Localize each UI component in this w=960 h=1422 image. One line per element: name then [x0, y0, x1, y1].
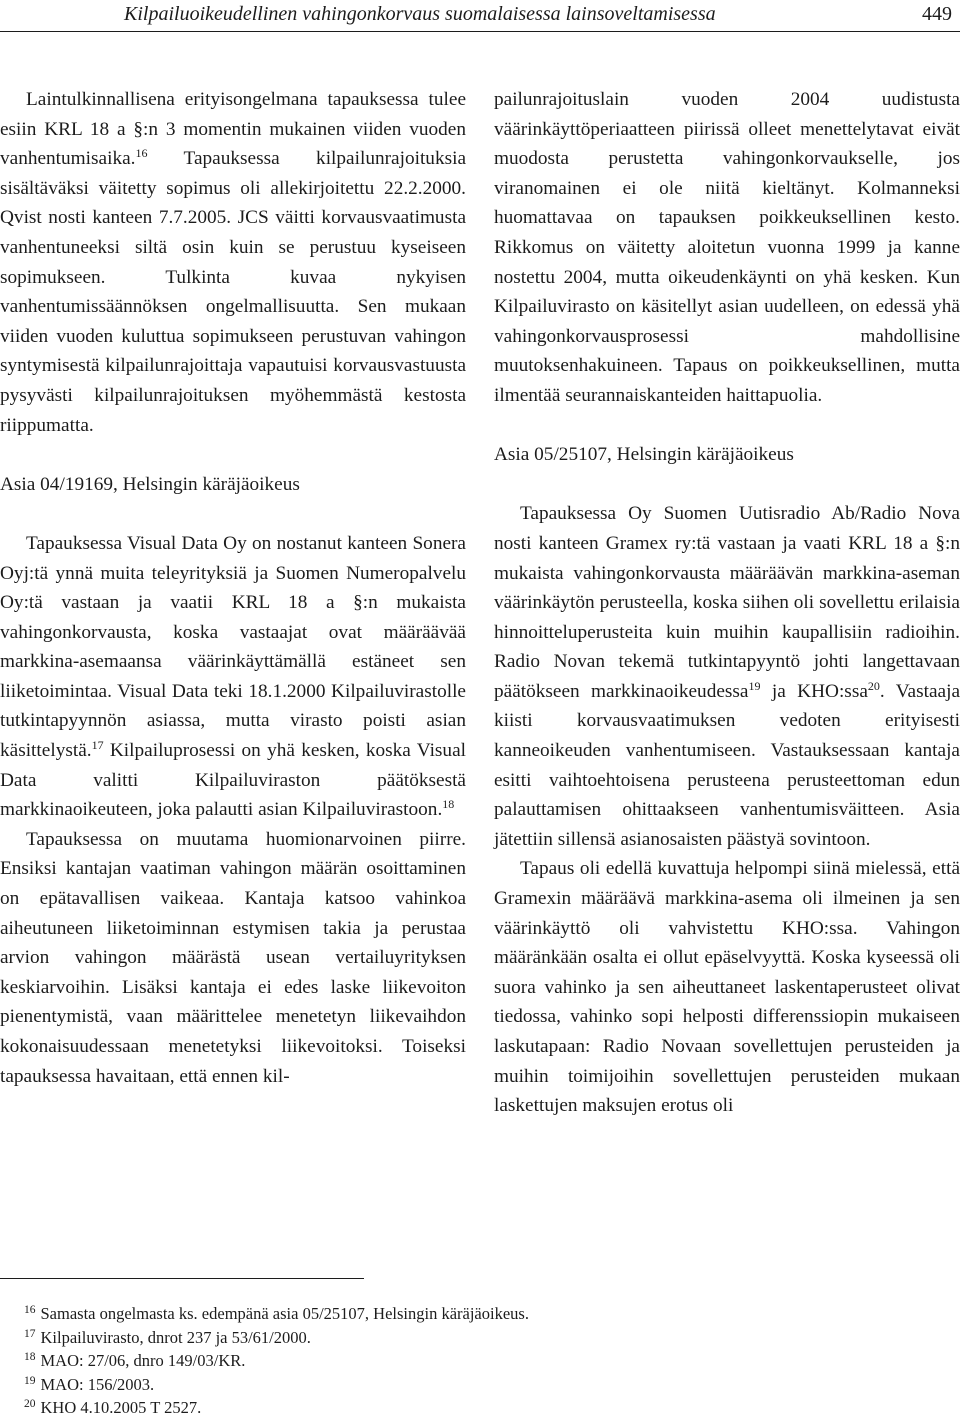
paragraph-gramex: Tapaus oli edellä kuvattuja helpompi siinä mielessä, että Gramexin määräävä markkina-asema oli ilmeinen ja sen väärinkäyttö oli vahvistettu KHO:ssa. Vahingon määränkään osalta ei ollut epäselvyyttä. Koska kyseessä oli suora vahinko ja sen aiheuttaneet laskentaperusteet olivat tiedossa, vahinko sopi helposti differenssiopin mukaiseen laskutapaan: Radio Novaan sovellettujen perusteiden ja muihin toimijoihin sovellettujen perusteiden mukaan laskettujen maksujen erotus oli — [494, 858, 960, 1117]
footnote-ref-19[interactable]: 19 — [748, 678, 761, 693]
footnote-18: $^{18}$ MAO: 27/06, dnro 149/03/KR. — [24, 1351, 246, 1371]
paragraph-continuation: pailunrajoituslain vuoden 2004 uudistusta väärinkäyttöperiaatteen piirissä olleet menettelytavat eivät muodosta perustetta vahingonkorvaukselle, jos viranomainen ei ole niitä kieltänyt. Kolmanneksi huomattavaa on tapauksen poikkeuksellinen kesto. Rikkomus on väitetty aloitetun vuonna 1999 ja kanne nostettu 2004, mutta oikeudenkäynti on yhä kesken. Kun Kilpailuvirasto on käsitellyt asian uudelleen, on edessä yhä vahingonkorvausprosessi mahdollisine muutoksenhakuineen. Tapaus on poikkeuksellinen, mutta ilmentää seurannaiskanteiden haittapuolia. — [494, 89, 960, 406]
left-column — [0, 85, 466, 1091]
footnotes — [24, 1302, 924, 1420]
paragraph-radio-nova: Tapauksessa Oy Suomen Uutisradio Ab/Radio Nova nosti kanteen Gramex ry:tä vastaan ja vaati KRL 18 a §:n mukaista vahingonkorvausta määräävän markkina-aseman väärinkäytön perusteella, koska siihen oli sovellettu erilaisia hinnoitteluperusteita kuin muihin kaupallisiin radioihin. Radio Novan tekemä tutkintapyyntö johti langettavaan päätökseen markkinaoikeudessa$^{19}$ ja KHO:ssa$^{20}$. Vastaaja kiisti korvausvaatimuksen vedoten erityisesti kanneoikeuden vanhentumiseen. Vastauksessaan kantaja esitti vaihtoehtoisena perusteena perusteettoman edun palauttamisen ohittaakseen vanhentumisväitteen. Asia jätettiin sillensä asianosaisten päästyä sovintoon. — [494, 503, 960, 850]
footnote-ref-16[interactable]: 16 — [135, 146, 148, 161]
case-heading-05-25107: Asia 05/25107, Helsingin käräjäoikeus — [494, 444, 794, 466]
page-header — [0, 0, 960, 32]
footnote-ref-18[interactable]: 18 — [442, 797, 455, 812]
paragraph-laintulkinnallisena: Laintulkinnallisena erityisongelmana tapauksessa tulee esiin KRL 18 a §:n 3 momentin mukainen viiden vuoden vanhentumisaika.$^{16}$ Tapauksessa kilpailunrajoituksia sisältäväksi väitetty sopimus oli allekirjoitettu 22.2.2000. Qvist nosti kanteen 7.7.2005. JCS väitti korvausvaatimusta vanhentuneeksi siltä osin kuin se perustuu kyseiseen sopimukseen. Tulkinta kuvaa nykyisen vanhentumissäännöksen ongelmallisuutta. Sen mukaan viiden vuoden kuluttua sopimukseen perustuvan vahingon syntymisestä kilpailunrajoittaja vapautuisi korvausvastuusta pysyvästi kilpailunrajoituksen myöhemmästä kestosta riippumatta. — [0, 89, 466, 436]
running-title: Kilpailuoikeudellinen vahingonkorvaus suomalaisessa lainsoveltamisessa — [124, 3, 716, 25]
footnote-19: $^{19}$ MAO: 156/2003. — [24, 1374, 155, 1394]
footnote-ref-17[interactable]: 17 — [91, 738, 104, 753]
page-number: 449 — [922, 3, 952, 25]
footnote-ref-20[interactable]: 20 — [867, 678, 880, 693]
footnote-rule — [0, 1278, 364, 1279]
paragraph-visual-data: Tapauksessa Visual Data Oy on nostanut kanteen Sonera Oyj:tä ynnä muita teleyrityksiä ja Suomen Numeropalvelu Oy:tä vastaan ja vaatii KRL 18 a §:n mukaista vahingonkorvausta, koska vastaajat ovat määräävää markkina-asemaansa väärinkäyttämällä estäneet sen liiketoimintaa. Visual Data teki 18.1.2000 Kilpailuvirastolle tutkintapyynnön asiassa, mutta virasto poisti asian käsittelystä.$^{17}$ Kilpailuprosessi on yhä kesken, koska Visual Data valitti Kilpailuviraston päätöksestä markkinaoikeuteen, joka palautti asian Kilpailuvirastoon.$^{18}$ — [0, 532, 466, 821]
header-rule — [0, 31, 960, 32]
footnote-16: $^{16}$ Samasta ongelmasta ks. edempänä asia 05/25107, Helsingin käräjäoikeus. — [24, 1304, 529, 1323]
right-column — [494, 85, 960, 1121]
footnote-17: $^{17}$ Kilpailuvirasto, dnrot 237 ja 53/61/2000. — [24, 1327, 311, 1347]
case-heading-04-19169: Asia 04/19169, Helsingin käräjäoikeus — [0, 473, 300, 495]
footnote-20: $^{20}$ KHO 4.10.2005 T 2527. — [24, 1398, 202, 1418]
paragraph-huomionarvoinen: Tapauksessa on muutama huomionarvoinen piirre. Ensiksi kantajan vaatiman vahingon määrän osoittaminen on epätavallisen vaikeaa. Kantaja katsoo vahinkoa aiheutuneen liiketoiminnan estymisen takia ja perustaa arvion vahingon määrästä usean vertailuyrityksen keskiarvoihin. Lisäksi kantaja ei edes laske liikevoiton pienentymistä, vaan määrittelee menetetyn liikevaihdon kokonaisuudessaan menetetyksi liikevoitoksi. Toiseksi tapauksessa havaitaan, että ennen kil- — [0, 828, 466, 1087]
